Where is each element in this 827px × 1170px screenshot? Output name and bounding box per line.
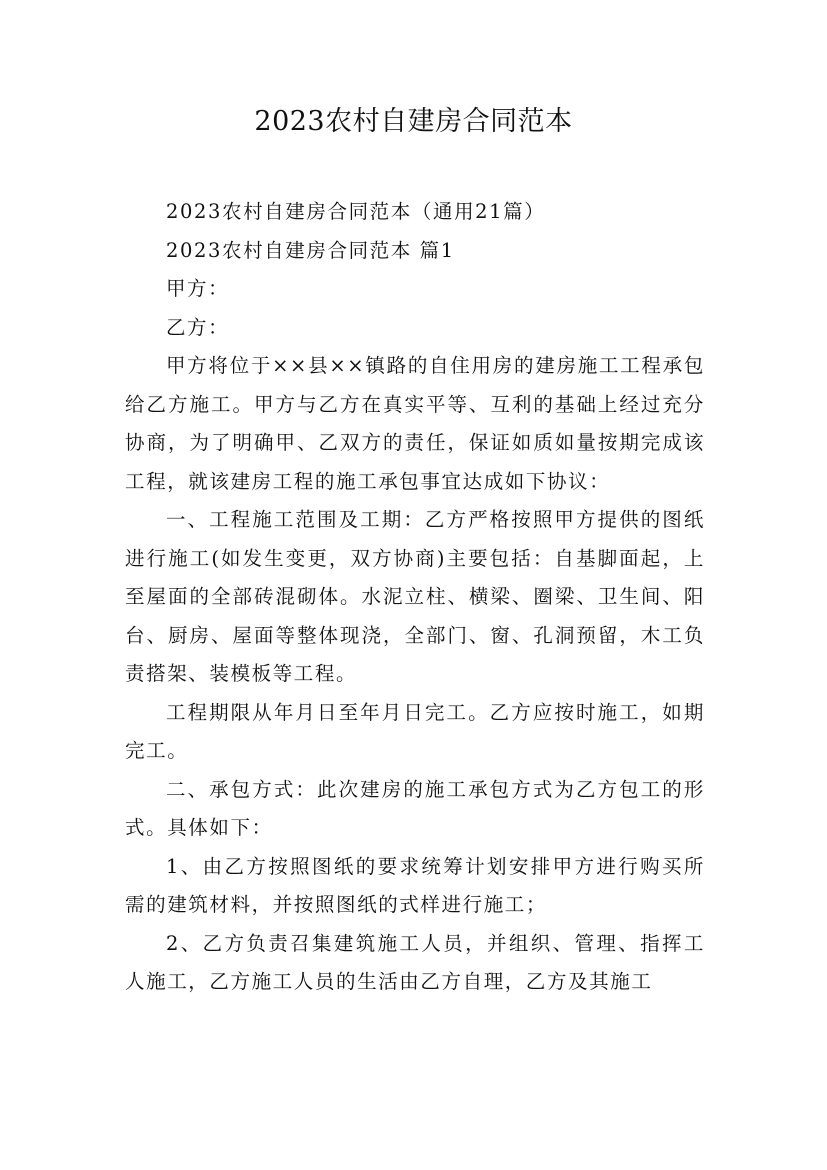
document-body bbox=[125, 193, 705, 1002]
paragraph-party-a: 甲方： bbox=[165, 277, 230, 300]
paragraph-contract-subtitle: 2023农村自建房合同范本（通用21篇） bbox=[165, 200, 546, 223]
paragraph-clause-2-item-2: 2、乙方负责召集建筑施工人员，并组织、管理、指挥工人施工，乙方施工人员的生活由乙方自理，乙方及其施工 bbox=[125, 931, 705, 993]
paragraph-clause-1-period: 工程期限从年月日至年月日完工。乙方应按时施工，如期完工。 bbox=[125, 700, 705, 762]
paragraph-party-b: 乙方： bbox=[165, 315, 230, 339]
paragraph-intro: 甲方将位于××县××镇路的自住用房的建房施工工程承包给乙方施工。甲方与乙方在真实平等、互利的基础上经过充分协商，为了明确甲、乙双方的责任，保证如质如量按期完成该工程，就该建房工程的施工承包事宜达成如下协议： bbox=[125, 354, 705, 493]
paragraph-clause-2-method: 二、承包方式：此次建房的施工承包方式为乙方包工的形式。具体如下： bbox=[125, 777, 705, 839]
paragraph-clause-2-item-1: 1、由乙方按照图纸的要求统筹计划安排甲方进行购买所需的建筑材料，并按照图纸的式样进行施工； bbox=[125, 854, 705, 916]
document-title: 2023农村自建房合同范本 bbox=[254, 106, 573, 137]
paragraph-clause-1-scope: 一、工程施工范围及工期：乙方严格按照甲方提供的图纸进行施工(如发生变更，双方协商)主要包括：自基脚面起，上至屋面的全部砖混砌体。水泥立柱、横梁、圈梁、卫生间、阳台、厨房、屋面等整体现浇，全部门、窗、孔洞预留，木工负责搭架、装模板等工程。 bbox=[125, 508, 705, 685]
paragraph-section-heading: 2023农村自建房合同范本 篇1 bbox=[165, 238, 455, 262]
